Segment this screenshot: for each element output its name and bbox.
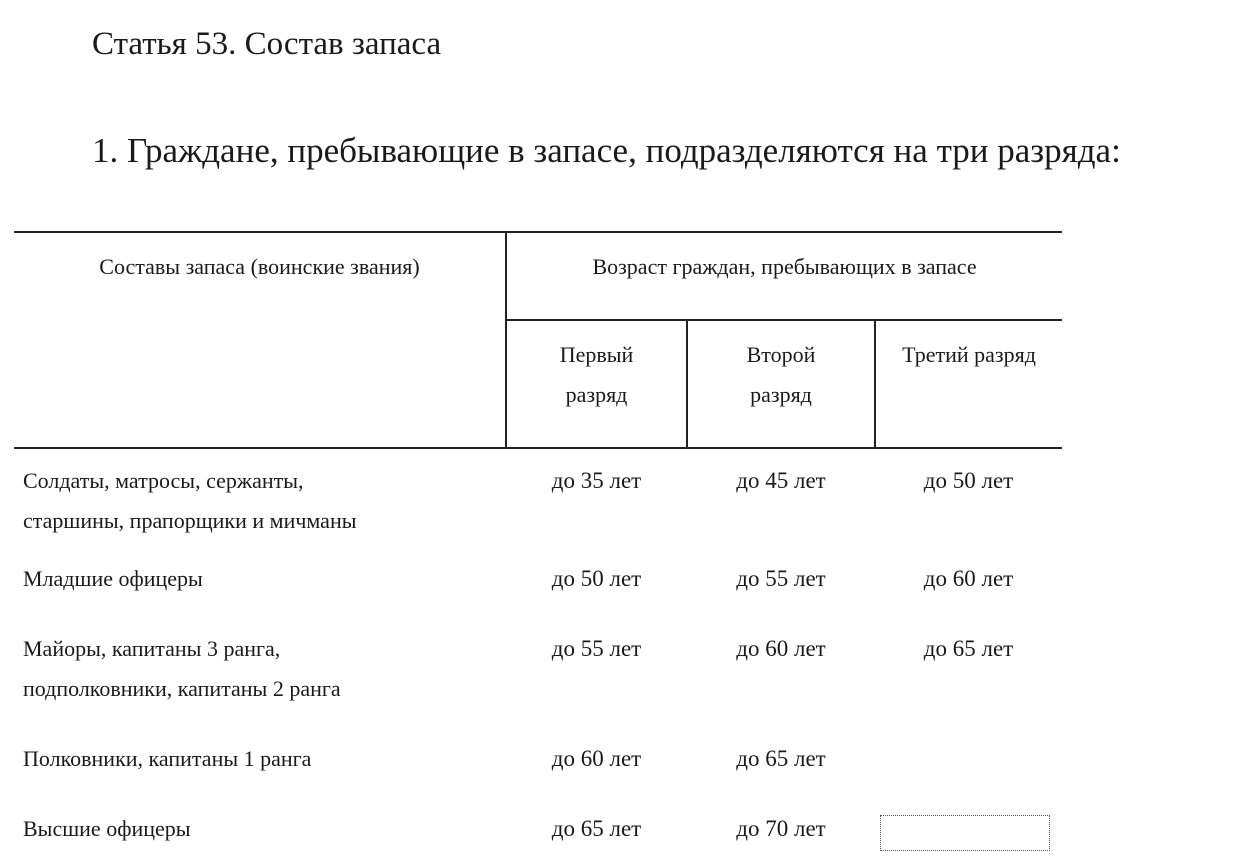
header-composition: Составы запаса (воинские звания) (14, 232, 506, 448)
table-row (14, 448, 1062, 559)
header-age-group: Возраст граждан, пребывающих в запасе (506, 232, 1062, 320)
header-category-second (687, 320, 875, 448)
row-age-first: до 50 лет (551, 566, 642, 591)
row-composition-line1: Солдаты, матросы, сержанты, (23, 468, 304, 493)
header-category-third-line1: Третий разряд (902, 342, 1036, 367)
header-category-first-line2: разряд (565, 382, 628, 407)
row-age-first: до 60 лет (551, 746, 642, 771)
intro-paragraph: 1. Граждане, пребывающие в запасе, подразделяются на три разряда: (92, 131, 1121, 170)
header-category-first-line1: Первый (559, 342, 634, 367)
row-age-second: до 60 лет (736, 636, 826, 661)
row-age-second: до 45 лет (736, 468, 826, 493)
row-age-first: до 55 лет (551, 636, 642, 661)
row-composition (14, 739, 506, 809)
header-category-second-line2: разряд (750, 382, 812, 407)
row-age-third: до 60 лет (923, 566, 1014, 591)
article-title: Статья 53. Состав запаса (92, 26, 442, 62)
row-age-first: до 35 лет (551, 468, 642, 493)
row-composition-line2: старшины, прапорщики и мичманы (23, 508, 357, 533)
row-composition (14, 809, 506, 864)
header-category-third (875, 320, 1062, 448)
row-composition-line1: Полковники, капитаны 1 ранга (23, 746, 312, 771)
row-age-second: до 55 лет (736, 566, 826, 591)
table-row (14, 809, 1062, 864)
header-category-second-line1: Второй (746, 342, 816, 367)
empty-input-box[interactable] (880, 815, 1050, 851)
row-composition (14, 629, 506, 739)
row-age-second: до 65 лет (736, 746, 826, 771)
row-composition (14, 448, 506, 559)
row-age-first: до 65 лет (551, 816, 642, 841)
row-composition-line2: подполковники, капитаны 2 ранга (23, 676, 341, 701)
row-composition-line1: Высшие офицеры (23, 816, 191, 841)
row-age-third: до 50 лет (923, 468, 1014, 493)
row-age-third-cell[interactable] (875, 809, 1062, 864)
table-row (14, 739, 1062, 809)
row-composition-line1: Майоры, капитаны 3 ранга, (23, 636, 281, 661)
row-composition-line1: Младшие офицеры (23, 566, 203, 591)
header-row-top (14, 232, 1062, 320)
row-age-second: до 70 лет (736, 816, 826, 841)
reserve-categories-table (14, 231, 1062, 864)
row-age-third: до 65 лет (923, 636, 1014, 661)
row-composition (14, 559, 506, 629)
row-age-third (875, 739, 1062, 809)
table-row (14, 629, 1062, 739)
table-row (14, 559, 1062, 629)
header-category-first (506, 320, 687, 448)
